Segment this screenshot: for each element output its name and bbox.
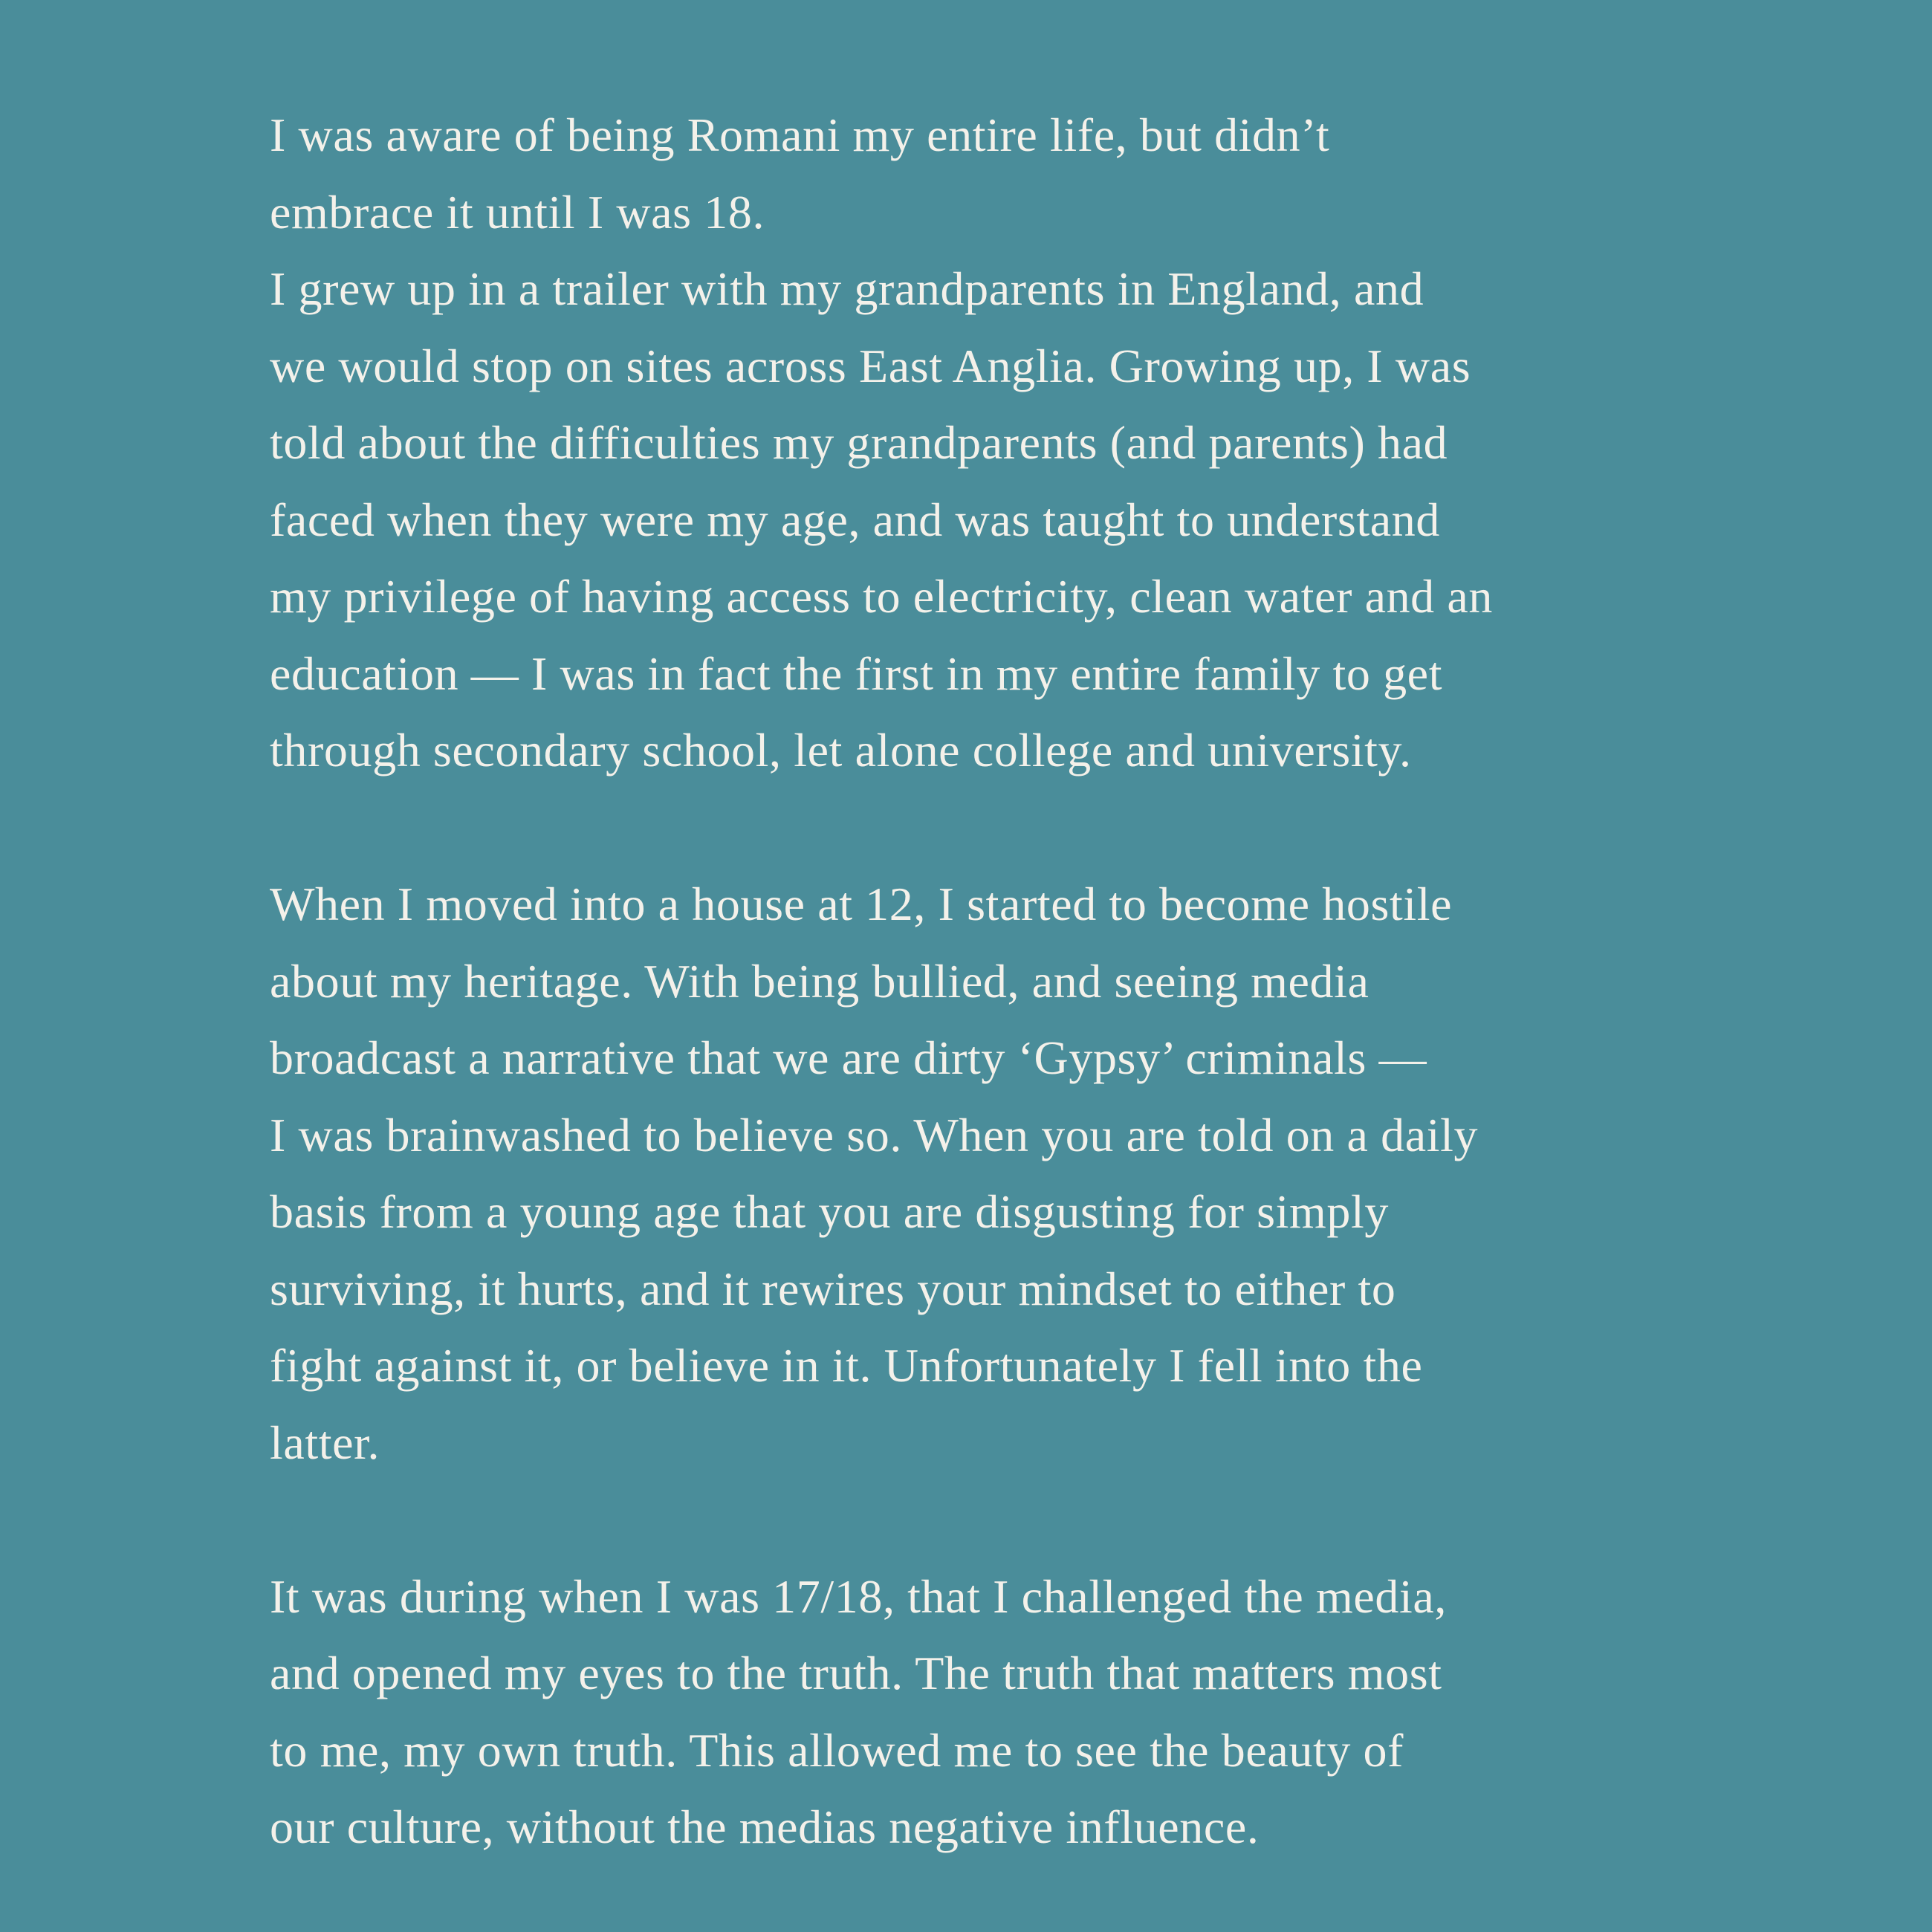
text-line: and opened my eyes to the truth. The truth that matters most xyxy=(270,1647,1442,1699)
text-line: surviving, it hurts, and it rewires your mindset to either to xyxy=(270,1262,1396,1315)
text-line: fight against it, or believe in it. Unfortunately I fell into the xyxy=(270,1339,1423,1392)
paragraph-2 xyxy=(270,866,1696,1481)
text-line: my privilege of having access to electricity, clean water and an xyxy=(270,570,1493,623)
text-line: to me, my own truth. This allowed me to see the beauty of xyxy=(270,1723,1404,1777)
text-line: When I moved into a house at 12, I started to become hostile xyxy=(270,878,1453,930)
text-line: our culture, without the medias negative influence. xyxy=(270,1800,1260,1853)
text-line: broadcast a narrative that we are dirty ‘Gypsy’ criminals — xyxy=(270,1031,1427,1084)
paragraph-gap xyxy=(270,789,1696,866)
paragraph-gap xyxy=(270,1481,1696,1558)
text-line: I was brainwashed to believe so. When you are told on a daily xyxy=(270,1108,1479,1161)
text-line: about my heritage. With being bullied, and seeing media xyxy=(270,954,1369,1008)
paragraph-1 xyxy=(270,97,1696,789)
text-line: faced when they were my age, and was taught to understand xyxy=(270,493,1440,546)
text-line: told about the difficulties my grandparents (and parents) had xyxy=(270,416,1448,469)
paragraph-3 xyxy=(270,1558,1696,1866)
text-line: I grew up in a trailer with my grandparents in England, and xyxy=(270,262,1424,315)
text-line: through secondary school, let alone college and university. xyxy=(270,724,1412,777)
text-line: education — I was in fact the first in my entire family to get xyxy=(270,646,1443,700)
text-line: embrace it until I was 18. xyxy=(270,185,765,239)
text-line: basis from a young age that you are disgusting for simply xyxy=(270,1185,1389,1238)
text-line: It was during when I was 17/18, that I challenged the media, xyxy=(270,1569,1447,1623)
story-text xyxy=(270,97,1696,1866)
text-line: latter. xyxy=(270,1416,380,1469)
text-line: I was aware of being Romani my entire life, but didn’t xyxy=(270,108,1330,161)
text-line: we would stop on sites across East Anglia. Growing up, I was xyxy=(270,339,1471,392)
